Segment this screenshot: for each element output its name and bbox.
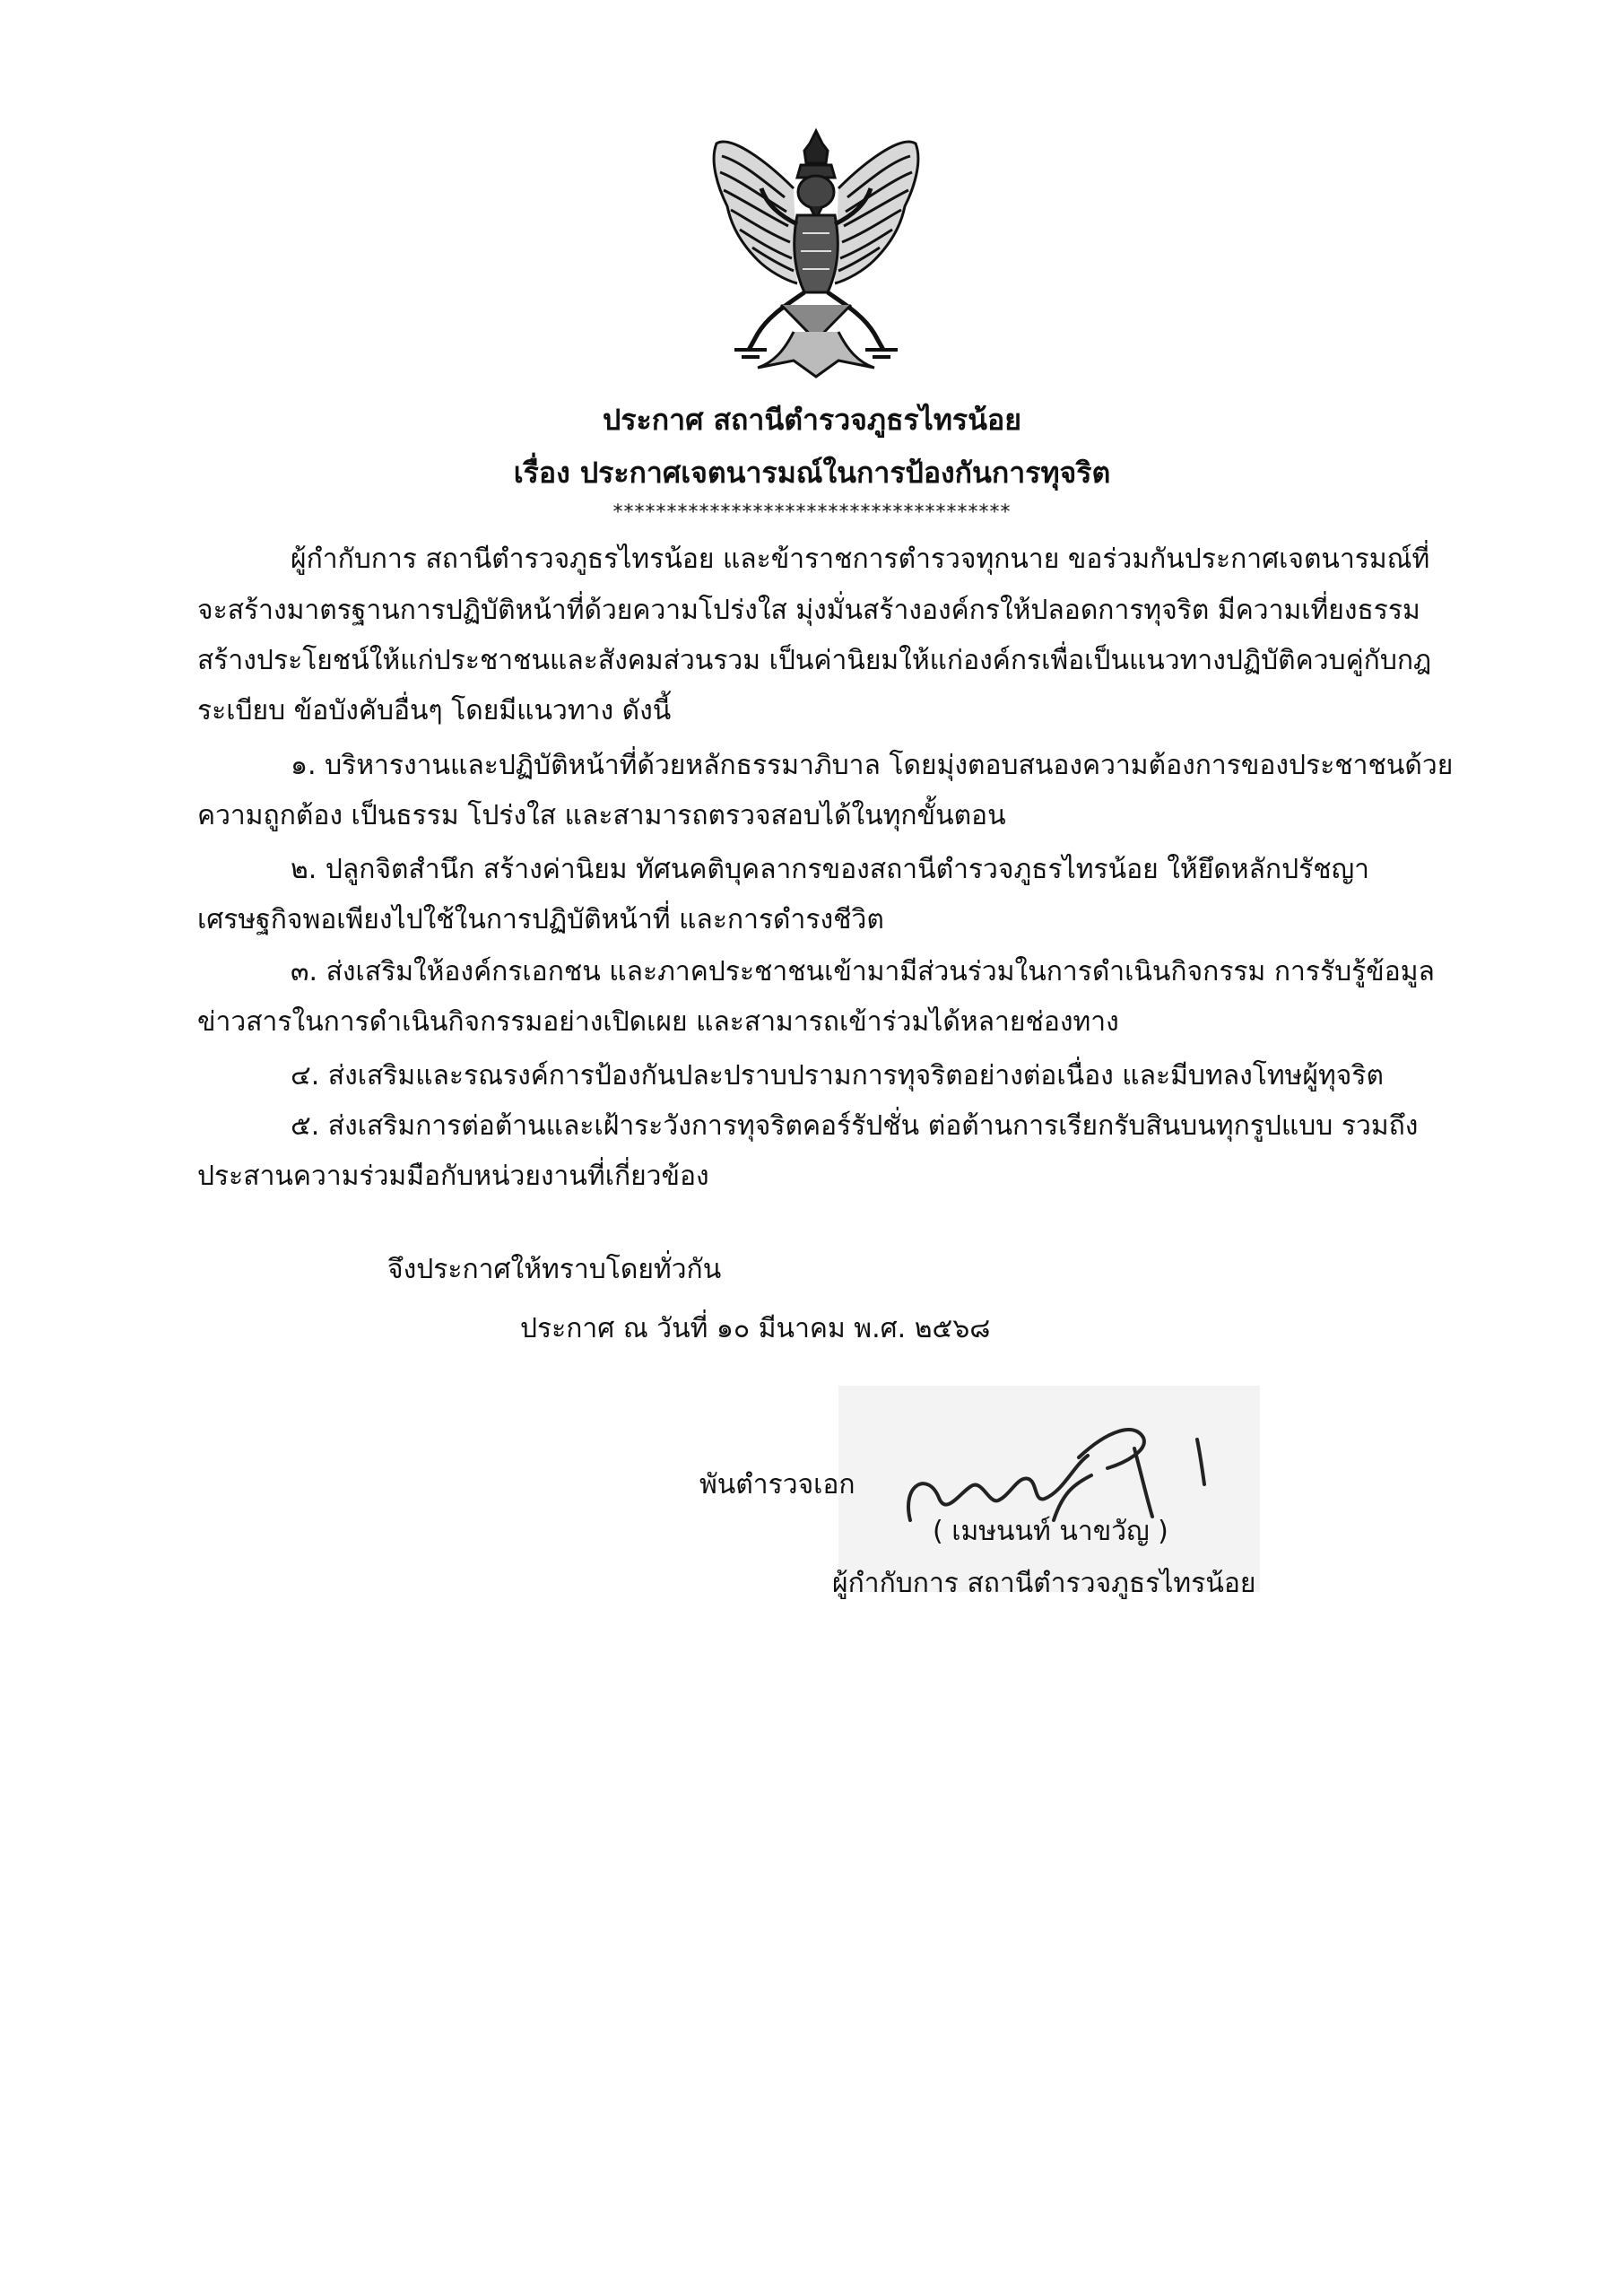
list-item-2-cont: เศรษฐกิจพอเพียงไปใช้ในการปฏิบัติหน้าที่ และการดำรงชีวิต <box>197 904 884 935</box>
list-item-5-cont: ประสานความร่วมมือกับหน่วยงานที่เกี่ยวข้อง <box>197 1161 709 1192</box>
intro-line-1: ผู้กำกับการ สถานีตำรวจภูธรไทรน้อย และข้าราชการตำรวจทุกนาย ขอร่วมกันประกาศเจตนารมณ์ที่ <box>291 544 1430 575</box>
announcement-heading: ประกาศ สถานีตำรวจภูธรไทรน้อย <box>603 403 1021 437</box>
signatory-rank: พันตำรวจเอก <box>699 1469 855 1500</box>
intro-line-3: สร้างประโยชน์ให้แก่ประชาชนและสังคมส่วนรวม เป็นค่านิยมให้แก่องค์กรเพื่อเป็นแนวทางปฏิบัติควบคู่กับกฎ <box>197 645 1432 676</box>
closing-statement: จึงประกาศให้ทราบโดยทั่วกัน <box>387 1254 722 1285</box>
signatory-position: ผู้กำกับการ สถานีตำรวจภูธรไทรน้อย <box>832 1568 1256 1599</box>
list-item-1: ๑. บริหารงานและปฏิบัติหน้าที่ด้วยหลักธรรมาภิบาล โดยมุ่งตอบสนองความต้องการของประชาชนด้วย <box>291 750 1454 781</box>
list-item-5: ๕. ส่งเสริมการต่อต้านและเฝ้าระวังการทุจริตคอร์รัปชั่น ต่อต้านการเรียกรับสินบนทุกรูปแบบ รวมถึง <box>291 1110 1419 1142</box>
intro-line-2: จะสร้างมาตรฐานการปฏิบัติหน้าที่ด้วยความโปร่งใส มุ่งมั่นสร้างองค์กรให้ปลอดการทุจริต มีความเที่ยงธรรม <box>197 595 1420 626</box>
announcement-date: ประกาศ ณ วันที่ ๑๐ มีนาคม พ.ศ. ๒๕๖๘ <box>520 1313 991 1344</box>
signatory-name: ( เมษนนท์ นาขวัญ ) <box>933 1516 1168 1547</box>
list-item-1-cont: ความถูกต้อง เป็นธรรม โปร่งใส และสามารถตรวจสอบได้ในทุกขั้นตอน <box>197 800 1006 831</box>
announcement-subject: เรื่อง ประกาศเจตนารมณ์ในการป้องกันการทุจริต <box>513 456 1111 490</box>
list-item-3-cont: ข่าวสารในการดำเนินกิจกรรมอย่างเปิดเผย และสามารถเข้าร่วมได้หลายช่องทาง <box>197 1006 1119 1038</box>
list-item-3: ๓. ส่งเสริมให้องค์กรเอกชน และภาคประชาชนเข้ามามีส่วนร่วมในการดำเนินกิจกรรม การรับรู้ข้อมูล <box>291 956 1435 987</box>
garuda-emblem-icon <box>704 126 928 386</box>
list-item-2: ๒. ปลูกจิตสำนึก สร้างค่านิยม ทัศนคติบุคลากรของสถานีตำรวจภูธรไทรน้อย ให้ยึดหลักปรัชญา <box>291 854 1370 885</box>
heading-divider: ************************************* <box>612 501 1012 524</box>
handwritten-signature-icon <box>838 1386 1260 1592</box>
list-item-4: ๔. ส่งเสริมและรณรงค์การป้องกันปละปราบปรามการทุจริตอย่างต่อเนื่อง และมีบทลงโทษผู้ทุจริต <box>291 1060 1384 1091</box>
intro-line-4: ระเบียบ ข้อบังคับอื่นๆ โดยมีแนวทาง ดังนี้ <box>197 695 672 726</box>
